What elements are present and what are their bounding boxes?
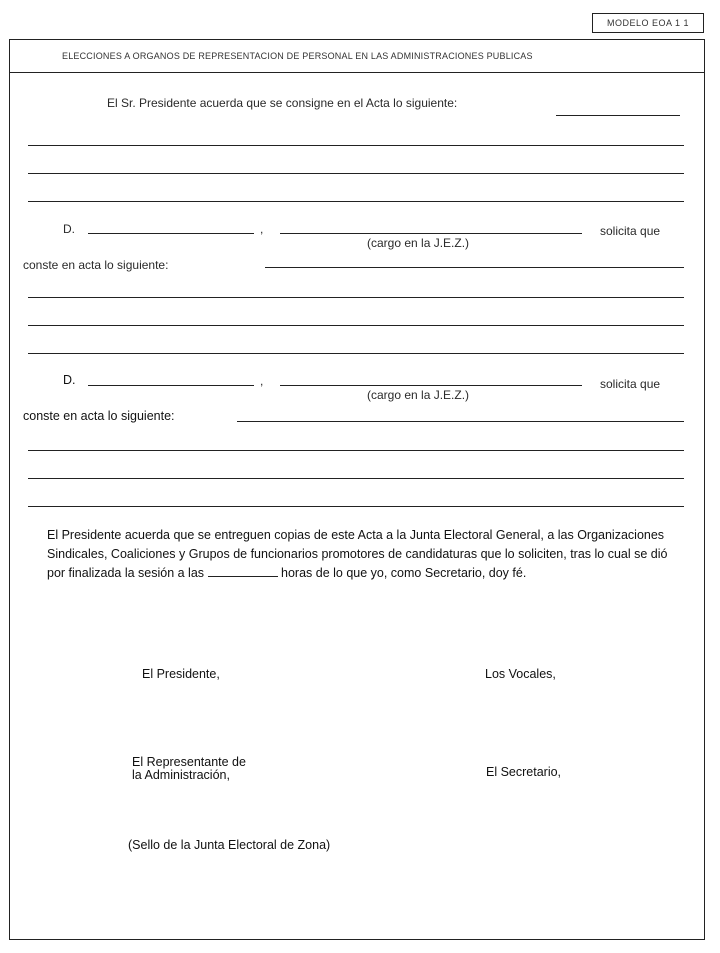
sig-representante-line2: la Administración, bbox=[132, 768, 230, 782]
form-frame bbox=[9, 39, 705, 940]
block1-line-1[interactable] bbox=[28, 297, 684, 298]
block1-line-2[interactable] bbox=[28, 325, 684, 326]
d-label-2: D. bbox=[63, 373, 76, 387]
block2-line-3[interactable] bbox=[28, 506, 684, 507]
conste-fill-line-1[interactable] bbox=[265, 267, 684, 268]
form-header bbox=[9, 39, 705, 73]
sig-vocales: Los Vocales, bbox=[485, 667, 556, 681]
closing-paragraph bbox=[47, 526, 687, 583]
hour-blank[interactable] bbox=[208, 566, 278, 577]
solicita-2: solicita que bbox=[600, 377, 661, 391]
header-title: ELECCIONES A ORGANOS DE REPRESENTACION DE PERSONAL EN LAS ADMINISTRACIONES PUBLICAS bbox=[62, 50, 533, 61]
intro-line-1[interactable] bbox=[28, 145, 684, 146]
name-line-1[interactable] bbox=[88, 233, 254, 234]
separator-2: , bbox=[260, 374, 264, 388]
sig-representante-line1: El Representante de bbox=[132, 755, 246, 769]
cargo-label-2: (cargo en la J.E.Z.) bbox=[367, 388, 470, 402]
conste-fill-line-2[interactable] bbox=[237, 421, 684, 422]
separator-1: , bbox=[260, 222, 264, 236]
intro-fill-line[interactable] bbox=[556, 115, 680, 116]
closing-text-1: El Presidente acuerda que se entreguen copias de este Acta a la Junta Electoral General, a las Organizaciones Sindicales, Coaliciones y Grupos de funcionarios promotores de candidaturas que lo soliciten, tras lo cual se dió por finalizada la sesión a las bbox=[47, 528, 668, 580]
block2-line-1[interactable] bbox=[28, 450, 684, 451]
d-label-1: D. bbox=[63, 222, 75, 236]
intro-text: El Sr. Presidente acuerda que se consigne en el Acta lo siguiente: bbox=[107, 96, 458, 110]
cargo-label-1: (cargo en la J.E.Z.) bbox=[367, 236, 470, 250]
intro-line-2[interactable] bbox=[28, 173, 684, 174]
cargo-line-1[interactable] bbox=[280, 233, 582, 234]
closing-text-2: horas de lo que yo, como Secretario, doy fé. bbox=[281, 566, 527, 580]
name-line-2[interactable] bbox=[88, 385, 254, 386]
conste-2: conste en acta lo siguiente: bbox=[23, 409, 175, 423]
conste-1: conste en acta lo siguiente: bbox=[23, 258, 169, 272]
sig-secretario: El Secretario, bbox=[486, 765, 562, 779]
sig-presidente: El Presidente, bbox=[142, 667, 220, 681]
solicita-1: solicita que bbox=[600, 224, 661, 238]
block2-line-2[interactable] bbox=[28, 478, 684, 479]
cargo-line-2[interactable] bbox=[280, 385, 582, 386]
intro-line-3[interactable] bbox=[28, 201, 684, 202]
model-code-box bbox=[592, 13, 704, 33]
sello-label: (Sello de la Junta Electoral de Zona) bbox=[128, 838, 331, 852]
model-code: MODELO EOA 1 1 bbox=[606, 18, 690, 28]
block1-line-3[interactable] bbox=[28, 353, 684, 354]
